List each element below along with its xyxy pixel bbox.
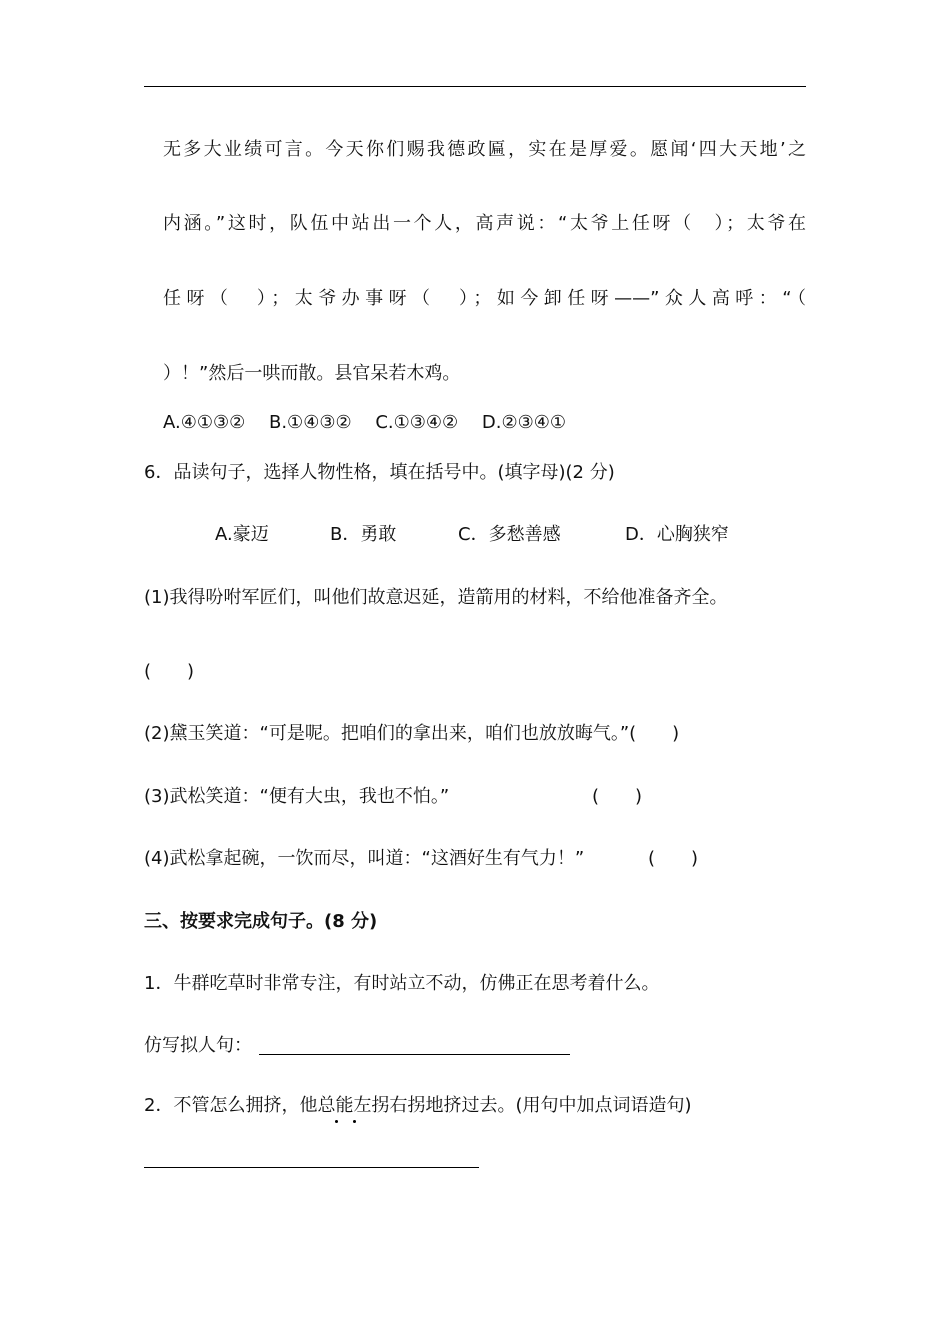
- passage-line-1: 无多大业绩可言。今天你们赐我德政匾，实在是厚爱。愿闻‘四大天地’之: [163, 139, 806, 160]
- s3-q1-answer-line[interactable]: [259, 1054, 570, 1055]
- emphasis-dot: [353, 1120, 356, 1123]
- s3-q2-answer-line[interactable]: [144, 1167, 479, 1168]
- s3-question-1: 1．牛群吃草时非常专注，有时站立不动，仿佛正在思考着什么。: [144, 973, 660, 994]
- q6-item-1-answer[interactable]: ( ): [144, 661, 195, 682]
- q6-item-2: (2)黛玉笑道：“可是呢。把咱们的拿出来，咱们也放放晦气。”( ): [144, 723, 680, 744]
- passage-line-4: ）！”然后一哄而散。县官呆若木鸡。: [163, 363, 461, 384]
- q6-stem: 6．品读句子，选择人物性格，填在括号中。(填字母)(2 分): [144, 462, 615, 483]
- q6-option-d: D．心胸狭窄: [625, 524, 729, 545]
- q6-option-a: A.豪迈: [215, 524, 269, 545]
- q6-option-c: C．多愁善感: [458, 524, 561, 545]
- q6-item-4-answer[interactable]: ( ): [648, 848, 699, 869]
- q6-option-b: B．勇敢: [330, 524, 397, 545]
- q6-item-1: (1)我得吩咐军匠们，叫他们故意迟延，造箭用的材料，不给他准备齐全。: [144, 587, 728, 608]
- q6-item-3: (3)武松笑道：“便有大虫，我也不怕。”: [144, 786, 450, 807]
- s3-question-2: 2．不管怎么拥挤，他总能左拐右拐地挤过去。(用句中加点词语造句): [144, 1095, 692, 1116]
- section-3-heading: 三、按要求完成句子。(8 分): [144, 911, 378, 932]
- q6-item-3-answer[interactable]: ( ): [592, 786, 643, 807]
- s3-q1-prompt: 仿写拟人句：: [144, 1035, 252, 1056]
- q6-item-4: (4)武松拿起碗，一饮而尽，叫道：“这酒好生有气力！”: [144, 848, 585, 869]
- header-rule: [144, 86, 806, 87]
- q5-options: A.④①③② B.①④③② C.①③④② D.②③④①: [163, 412, 567, 433]
- passage-line-2: 内涵。”这时，队伍中站出一个人，高声说：“太爷上任呀（ ）；太爷在: [163, 213, 806, 234]
- passage-line-3: 任呀（ ）；太爷办事呀（ ）；如今卸任呀——”众人高呼：“（: [163, 288, 806, 309]
- emphasis-dot: [335, 1120, 338, 1123]
